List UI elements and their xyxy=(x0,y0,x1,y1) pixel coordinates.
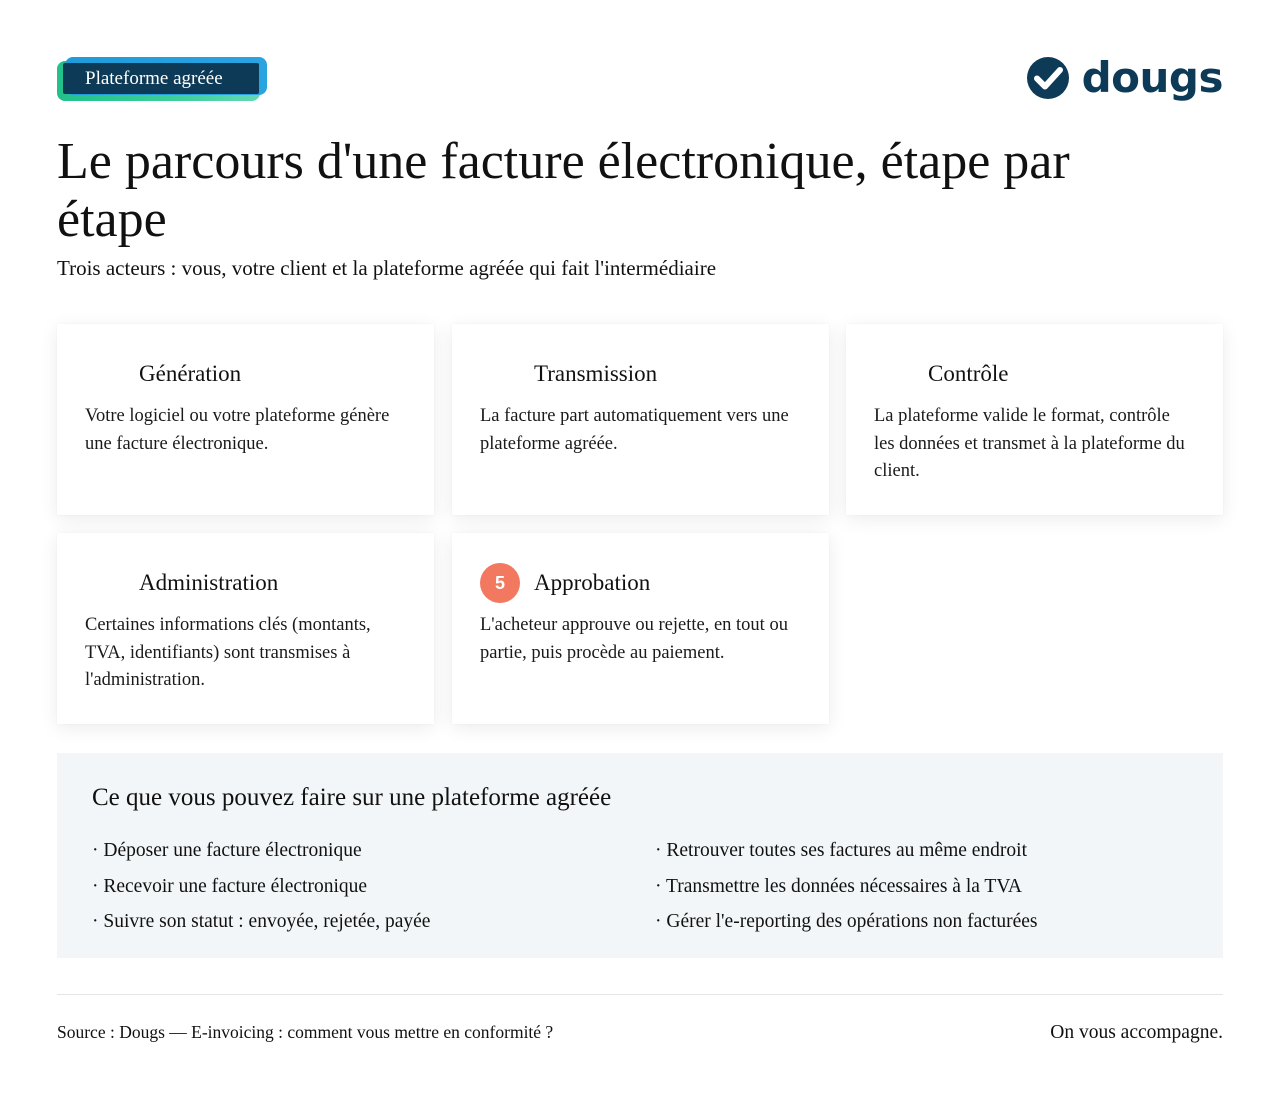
features-title: Ce que vous pouvez faire sur une plateforme agréée xyxy=(92,784,612,811)
step-card-controle xyxy=(846,324,1223,515)
feature-item: · Gérer l'e-reporting des opérations non facturées xyxy=(655,911,1038,932)
step-title: Administration xyxy=(139,570,279,595)
step-card-header xyxy=(874,354,1009,394)
features-panel xyxy=(57,753,1223,958)
features-list-left xyxy=(92,833,430,940)
step-card-header xyxy=(85,563,278,603)
step-title: Transmission xyxy=(534,361,658,386)
step-card-approbation xyxy=(452,533,829,724)
page-subtitle: Trois acteurs : vous, votre client et la plateforme agréée qui fait l'intermédiaire xyxy=(57,256,717,280)
page-title: Le parcours d'une facture électronique, étape par étape xyxy=(57,133,1070,248)
feature-item: · Recevoir une facture électronique xyxy=(92,875,368,897)
source-citation: Source : Dougs — E-invoicing : comment vous mettre en conformité ? xyxy=(57,1022,554,1042)
badge-label: Plateforme agréée xyxy=(63,63,259,94)
step-card-transmission xyxy=(452,324,829,515)
feature-item: · Déposer une facture électronique xyxy=(92,840,362,861)
step-number-badge: 5 xyxy=(480,563,520,603)
step-title: Approbation xyxy=(534,570,651,595)
step-description: La plateforme valide le format, contrôle les données et transmet à la plateforme du client. xyxy=(874,406,1185,481)
features-list-right xyxy=(655,833,1038,940)
step-title: Génération xyxy=(139,361,242,386)
step-description: Certaines informations clés (montants, TVA, identifiants) sont transmises à l'administration. xyxy=(85,615,371,690)
feature-item: · Suivre son statut : envoyée, rejetée, payée xyxy=(92,911,431,932)
feature-item: · Transmettre les données nécessaires à la TVA xyxy=(655,875,1022,897)
footer-divider xyxy=(57,994,1223,995)
step-card-header xyxy=(480,563,650,603)
check-circle-icon xyxy=(1026,56,1070,100)
step-card-administration xyxy=(57,533,434,724)
step-card-generation xyxy=(57,324,434,515)
footer-tagline: On vous accompagne. xyxy=(1050,1022,1223,1043)
step-title: Contrôle xyxy=(928,361,1009,386)
step-description: Votre logiciel ou votre plateforme génère une facture électronique. xyxy=(85,406,390,454)
brand-logo[interactable] xyxy=(1026,53,1223,102)
feature-item: · Retrouver toutes ses factures au même endroit xyxy=(655,840,1027,861)
step-card-header xyxy=(85,354,241,394)
step-description: La facture part automatiquement vers une plateforme agréée. xyxy=(480,406,789,454)
platform-badge xyxy=(57,57,267,101)
step-description: L'acheteur approuve ou rejette, en tout ou partie, puis procède au paiement. xyxy=(480,615,788,663)
brand-name: dougs xyxy=(1081,53,1223,102)
step-card-header xyxy=(480,354,657,394)
